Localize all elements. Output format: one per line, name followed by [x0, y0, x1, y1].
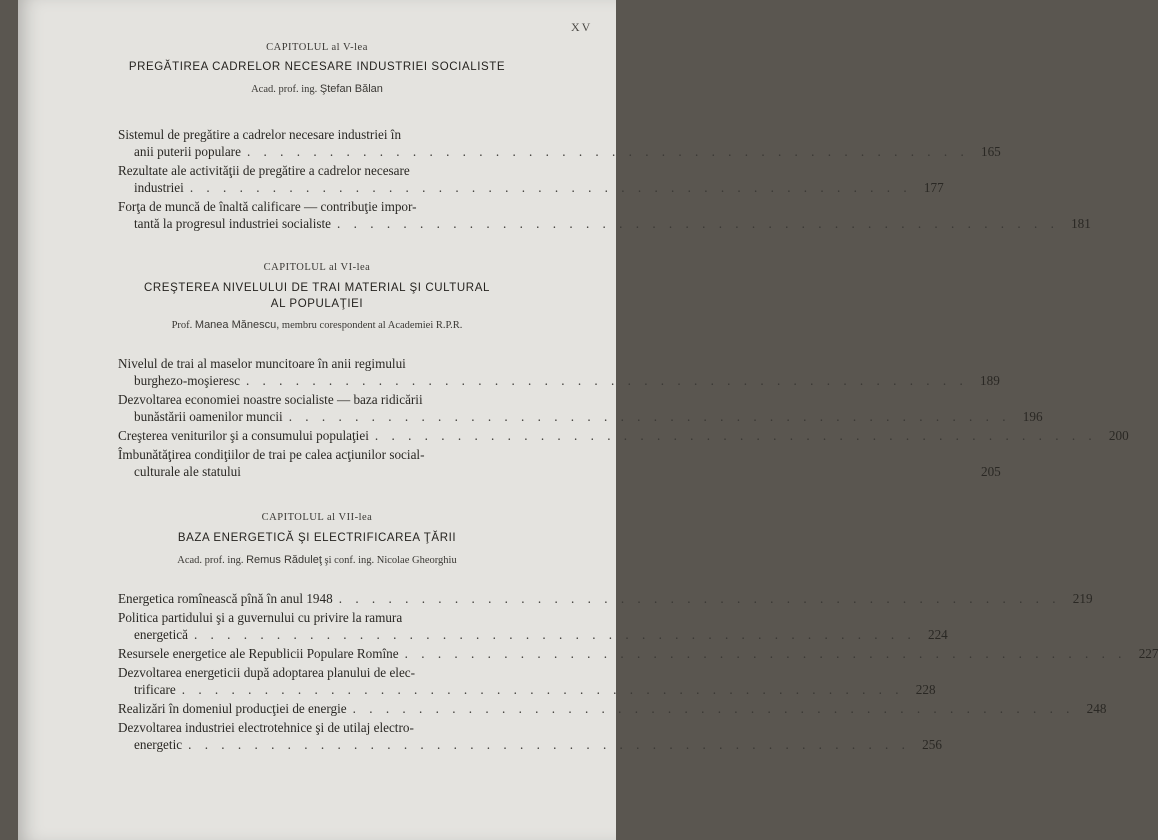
leader-dots: . . . . . . . . . . . . . . . . . . . . . . . . . . . . . . . . . . . . . . . . . . . .: [181, 682, 904, 697]
entry-line: Realizări în domeniul producţiei de energie: [118, 701, 347, 716]
toc-entry[interactable]: [118, 700, 1107, 717]
chapter-label: CAPITOLUL al V-lea: [266, 42, 368, 53]
chapter-7-entries: [118, 590, 1158, 755]
author-suffix: membru corespondent al Academiei R.P.R.: [281, 320, 463, 331]
leader-dots: . . . . . . . . . . . . . . . . . . . . . . . . . . . . . . . . . . . . . . . . . . . .: [245, 373, 968, 388]
leader-dots: . . . . . . . . . . . . . . . . . . . . . . . . . . . . . . . . . . . . . . . . . . . .: [337, 216, 1059, 231]
entry-line: Dezvoltarea industriei electrotehnice şi de utilaj electro-: [118, 720, 414, 735]
entry-line: Politica partidului şi a guvernului cu privire la ramura: [118, 610, 403, 625]
toc-entry[interactable]: [118, 590, 1093, 607]
entry-line: culturale ale statului: [134, 464, 241, 479]
leader-dots: . . . . . . . . . . . . . . . . . . . . . . . . . . . . . . . . . . . . . . . . . . . .: [374, 428, 1097, 443]
entry-line: Forţa de muncă de înaltă calificare — contribuţie impor-: [118, 199, 417, 214]
entry-line: trificare: [134, 682, 176, 697]
entry-page: 224: [927, 627, 948, 642]
document-page: [18, 0, 1158, 840]
toc-entry[interactable]: [118, 427, 1129, 444]
entry-line: energetică: [134, 627, 188, 642]
leader-dots: . . . . . . . . . . . . . . . . . . . . . . . . . . . . . . . . . . . . . . . . . . . .: [288, 409, 1011, 424]
chapter-author: [18, 319, 616, 331]
toc-entry[interactable]: [118, 609, 948, 643]
entry-page: 205: [980, 464, 1001, 479]
toc-entry[interactable]: [118, 391, 1043, 425]
chapter-title: BAZA ENERGETICĂ ŞI ELECTRIFICAREA ŢĂRII: [177, 532, 457, 544]
entry-line: bunăstării oamenilor muncii: [134, 409, 283, 424]
author-prefix: Acad. prof. ing.: [251, 84, 318, 95]
entry-line: tantă la progresul industriei socialiste: [134, 216, 332, 231]
entry-line: anii puterii populare: [134, 144, 241, 159]
page-number: XV: [571, 20, 593, 34]
leader-dots: . . . . . . . . . . . . . . . . . . . . . . . . . . . . . . . . . . . . . . . . . . . .: [188, 737, 910, 752]
chapter-6-entries: [118, 355, 1129, 482]
entry-page: 248: [1086, 701, 1107, 716]
leader-dots: . . . . . . . . . . . . . . . . . . . . . . . . . . . . . . . . . . . . . . . . . . . .: [404, 646, 1127, 661]
entry-line: energetic: [134, 737, 183, 752]
toc-entry[interactable]: [118, 162, 944, 196]
entry-line: Dezvoltarea economiei noastre socialiste — baza ridicării: [118, 392, 423, 407]
toc-entry[interactable]: [118, 719, 942, 753]
author-name: Remus Răduleţ: [246, 554, 322, 566]
entry-page: 228: [915, 682, 936, 697]
toc-entry[interactable]: [118, 126, 1001, 160]
chapter-title-line2: AL POPULAŢIEI: [270, 298, 364, 310]
chapter-6-header: [18, 262, 616, 331]
toc-entry[interactable]: [118, 645, 1158, 662]
entry-line: Resursele energetice ale Republicii Populare Romîne: [118, 646, 399, 661]
toc-entry[interactable]: [118, 446, 1001, 480]
toc-entry[interactable]: [118, 355, 1000, 389]
chapter-label: CAPITOLUL al VI-lea: [263, 262, 371, 273]
author-name: Manea Mănescu,: [194, 319, 280, 331]
toc-entry[interactable]: [118, 664, 936, 698]
entry-page: 200: [1108, 428, 1129, 443]
entry-line: Energetica romînească pînă în anul 1948: [118, 591, 333, 606]
chapter-label: CAPITOLUL al VII-lea: [261, 512, 373, 523]
entry-line: Dezvoltarea energeticii după adoptarea planului de elec-: [118, 665, 416, 680]
toc-entry[interactable]: [118, 198, 1091, 232]
leader-dots: . . . . . . . . . . . . . . . . . . . . . . . . . . . . . . . . . . . . . . . . . . . .: [352, 701, 1075, 716]
entry-line: Rezultate ale activităţii de pregătire a cadrelor necesare: [118, 163, 410, 178]
author-prefix: Acad. prof. ing.: [177, 555, 244, 566]
author-suffix: şi conf. ing. Nicolae Gheorghiu: [324, 555, 457, 566]
leader-dots: . . . . . . . . . . . . . . . . . . . . . . . . . . . . . . . . . . . . . . . . . . . .: [246, 144, 969, 159]
entry-page: 196: [1022, 409, 1043, 424]
author-prefix: Prof.: [171, 320, 193, 331]
entry-line: Creşterea veniturilor şi a consumului populaţiei: [118, 428, 369, 443]
chapter-5-header: [18, 42, 616, 95]
entry-line: Sistemul de pregătire a cadrelor necesare industriei în: [118, 127, 402, 142]
entry-page: 219: [1072, 591, 1093, 606]
chapter-author: [18, 83, 616, 95]
entry-line: Îmbunătăţirea condiţiilor de trai pe calea acţiunilor social-: [118, 447, 425, 462]
entry-page: 256: [922, 737, 942, 752]
entry-page: 227: [1138, 646, 1158, 661]
chapter-title: PREGĂTIREA CADRELOR NECESARE INDUSTRIEI SOCIALISTE: [128, 61, 506, 73]
leader-dots: . . . . . . . . . . . . . . . . . . . . . . . . . . . . . . . . . . . . . . . . . . . .: [193, 627, 916, 642]
entry-line: industriei: [134, 180, 184, 195]
leader-dots: . . . . . . . . . . . . . . . . . . . . . . . . . . . . . . . . . . . . . . . . . . . .: [189, 180, 912, 195]
entry-line: Nivelul de trai al maselor muncitoare în anii regimului: [118, 356, 406, 371]
entry-page: 177: [923, 180, 944, 195]
chapter-5-entries: [118, 126, 1091, 234]
entry-line: burghezo-moşieresc: [134, 373, 240, 388]
chapter-title: CREŞTEREA NIVELULUI DE TRAI MATERIAL ŞI CULTURAL: [144, 282, 490, 294]
entry-page: 189: [980, 373, 1000, 388]
author-name: Ştefan Bălan: [319, 83, 383, 95]
chapter-author: [18, 554, 616, 566]
entry-page: 181: [1071, 216, 1091, 231]
chapter-7-header: [18, 512, 616, 566]
entry-page: 165: [980, 144, 1001, 159]
leader-dots: . . . . . . . . . . . . . . . . . . . . . . . . . . . . . . . . . . . . . . . . . . . .: [338, 591, 1061, 606]
